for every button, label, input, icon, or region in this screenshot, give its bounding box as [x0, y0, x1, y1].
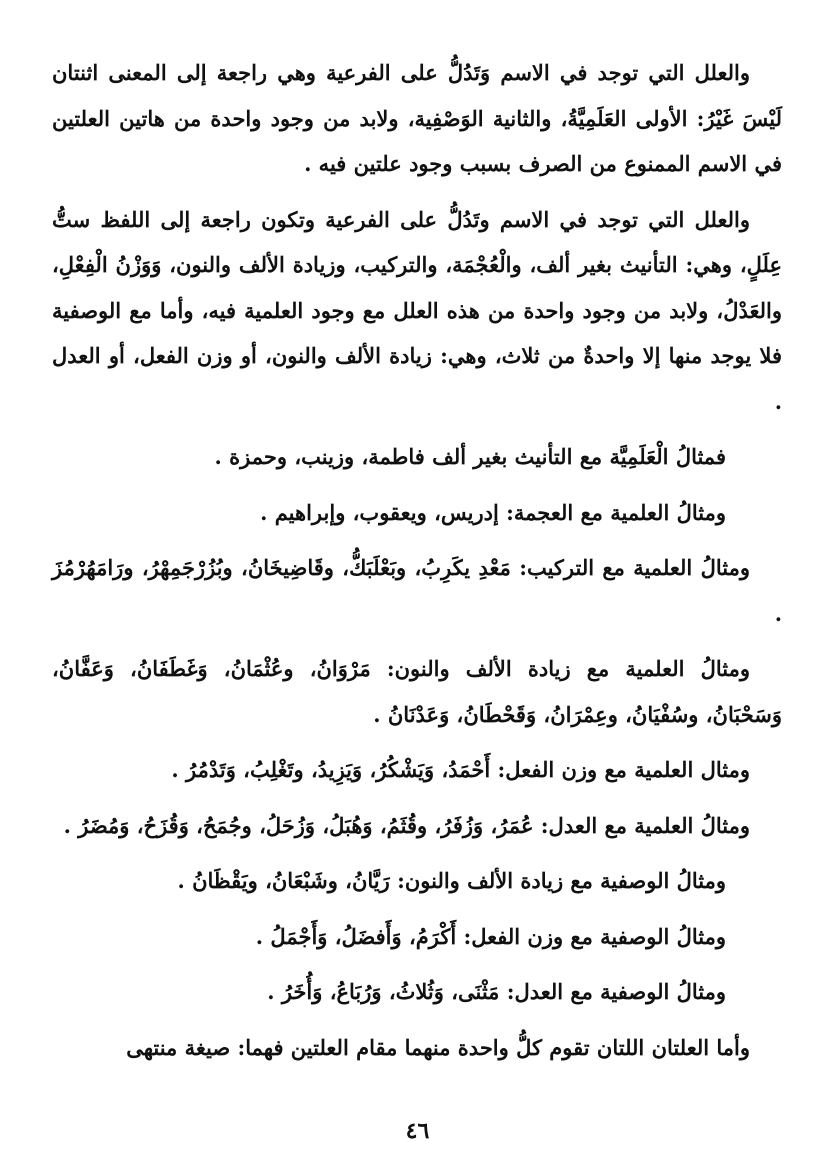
paragraph: ومثالُ العلمية مع زيادة الألف والنون: مَرْوَانُ، وعُثْمَانُ، وَغَطَفَانُ، وَعَفَّانُ، وَسَحْبَانُ، وسُفْيَانُ، وعِمْرَانُ، وَقَحْطَانُ، وَعَدْنَانُ . — [52, 656, 782, 727]
paragraph: ومثالُ العلمية مع التركيب: مَعْدِ يكَرِبُ، وبَعْلَبَكُّ، وقَاضِيخَانُ، وبُزُرْجَمِهْرُ، ورَامَهُرْمُزَ . — [52, 555, 782, 626]
paragraph: فمثالُ الْعَلَمِيَّة مع التأنيث بغير ألف فاطمة، وزينب، وحمزة . — [214, 444, 726, 469]
paragraph: ومثالُ العلمية مع العجمة: إدريس، ويعقوب، وإبراهيم . — [260, 499, 726, 525]
page-body — [52, 50, 782, 1080]
paragraph: ومثال العلمية مع وزن الفعل: أَحْمَدُ، وَيَشْكُرُ، وَيَزِيدُ، وتَغْلِبُ، وَتَدْمُرُ . — [171, 757, 750, 782]
paragraph: والعلل التي توجد في الاسم وَتَدُلُّ على الفرعية وهي راجعة إلى المعنى اثنتان لَيْسَ غَيْرُ: الأولى العَلَمِيَّةُ، والثانية الوَصْفِية، ولابد من وجود واحدة من هاتين العلتين في الاسم الممنوع من الصرف بسبب وجود علتين فيه . — [52, 60, 782, 176]
paragraph: ومثالُ الوصفية مع زيادة الألف والنون: رَيَّانُ، وشَبْعَانُ، ويَقْظَانُ . — [177, 868, 726, 893]
paragraph: ومثالُ الوصفية مع العدل: مَثْنَى، وَثُلاثُ، وَرُبَاعُ، وَأُخَرُ . — [267, 979, 726, 1004]
paragraph: ومثالُ الوصفية مع وزن الفعل: أَكْرَمُ، وَأَفضَلُ، وَأَجْمَلُ . — [255, 923, 726, 949]
paragraph: والعلل التي توجد في الاسم وتَدُلُّ على الفرعية وتكون راجعة إلى اللفظ ستُّ عِلَلٍ، وهي: التأنيث بغير ألف، والْعُجْمَة، والتركيب، وزيادة الألف والنون، وَوَزْنُ الْفِعْلِ، والعَدْلُ، ولابد من وجود واحدة من هذه العلل مع وجود العلمية فيه، وأما مع الوصفية فلا يوجد منها إلا واحدةٌ من ثلاث، وهي: زيادة الألف والنون، أو وزن الفعل، أو العدل . — [52, 206, 782, 414]
page-number: ٤٦ — [405, 1118, 430, 1144]
paragraph: وأما العلتان اللتان تقوم كلُّ واحدة منهما مقام العلتين فهما: صيغة منتهى — [126, 1034, 750, 1060]
paragraph: ومثالُ العلمية مع العدل: عُمَرُ، وَزُفَرُ، وقُثَمُ، وَهُبَلُ، وَزُحَلُ، وجُمَحُ، وَقُزَحُ، وَمُضَرُ . — [63, 812, 750, 838]
